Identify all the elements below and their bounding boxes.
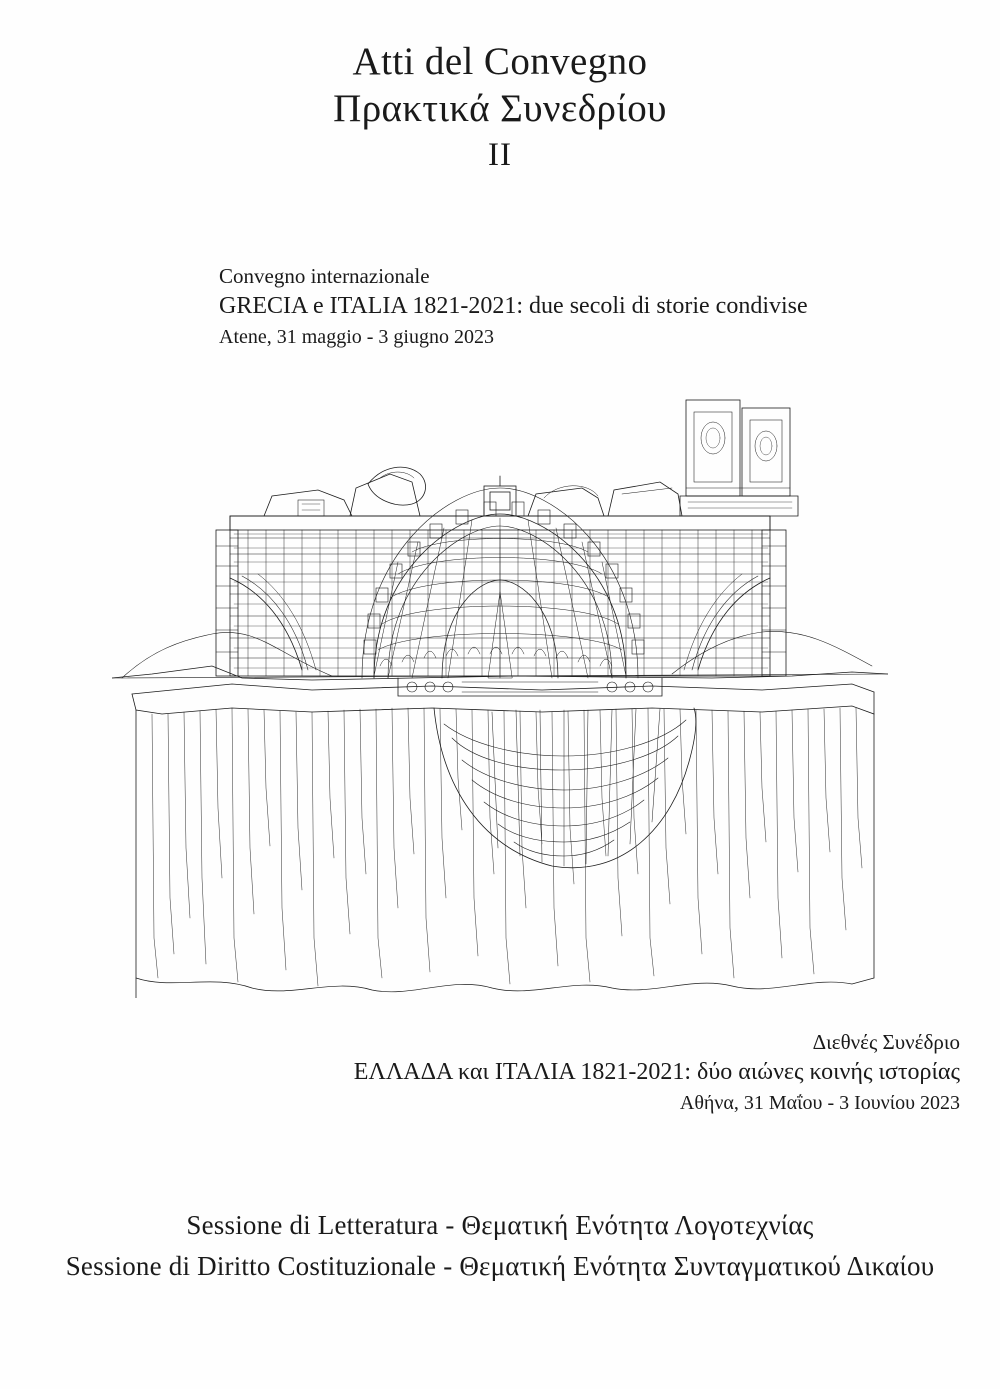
- sessions-list: [0, 1205, 1000, 1286]
- title-volume-number: II: [488, 136, 512, 173]
- session-literature: Sessione di Letteratura - Θεματική Ενότητα Λογοτεχνίας: [186, 1210, 814, 1240]
- conference-info-italian: [219, 262, 919, 351]
- central-dome: [374, 476, 626, 678]
- title-line-greek: Πρακτικά Συνεδρίου: [333, 86, 667, 130]
- cliff-erosion-texture: [152, 708, 862, 986]
- conference-info-greek: [60, 1028, 960, 1117]
- conference-dates-greek: Αθήνα, 31 Μαΐου - 3 Ιουνίου 2023: [679, 1091, 960, 1114]
- cover-illustration: [112, 378, 888, 998]
- cliff-plateau: [132, 684, 874, 998]
- session-constitutional-law: Sessione di Diritto Costituzionale - Θεματική Ενότητα Συνταγματικού Δικαίου: [65, 1250, 935, 1281]
- conference-dates-italian: Atene, 31 maggio - 3 giugno 2023: [219, 325, 494, 348]
- conference-label-italian: Convegno internazionale: [219, 264, 430, 288]
- page-title: [0, 40, 1000, 176]
- conference-title-italian: GRECIA e ITALIA 1821-2021: due secoli di storie condivise: [219, 293, 808, 320]
- roof-structures: [264, 400, 798, 516]
- background-hills: [122, 631, 872, 678]
- conference-label-greek: Διεθνές Συνέδριο: [812, 1030, 960, 1054]
- cliff-lower-edge: [136, 978, 874, 992]
- title-line-italian: Atti del Convegno: [352, 40, 648, 83]
- conference-title-greek: ΕΛΛΑΔΑ και ΙΤΑΛΙΑ 1821-2021: δύο αιώνες κοινής ιστορίας: [353, 1059, 960, 1086]
- dome-arch-collar: [362, 488, 644, 678]
